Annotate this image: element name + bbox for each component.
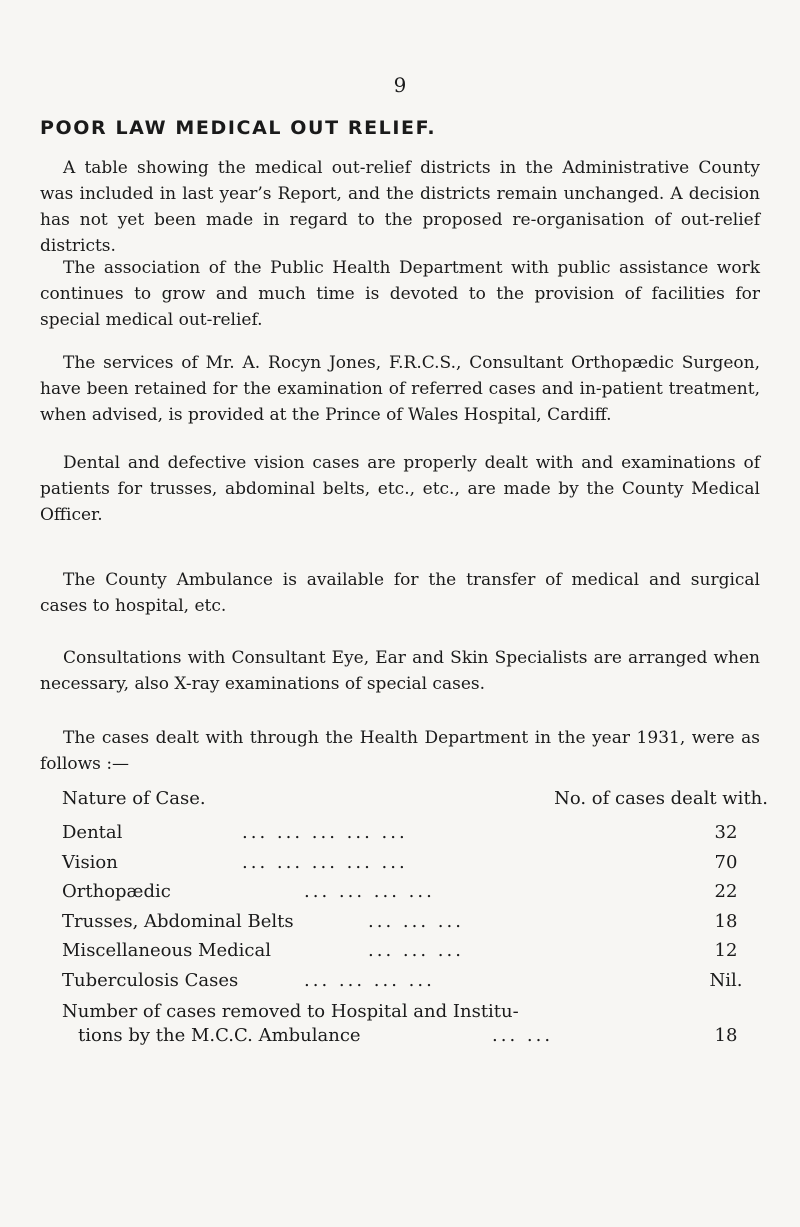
paragraph-text: A table showing the medical out-relief districts in the Administrative County was included in last year’s Report, and the districts remain unchanged. A decision has not yet been made in regard to the proposed re-organisation of out-relief districts. <box>40 158 760 256</box>
row-label: Trusses, Abdominal Belts <box>62 910 294 932</box>
row-leader-dots: ... ... ... ... ... <box>242 851 408 873</box>
row-value: Nil. <box>709 969 743 991</box>
row-value: 22 <box>714 881 738 902</box>
row-label: Miscellaneous Medical <box>62 940 271 961</box>
row-leader-dots: ... ... ... ... ... <box>242 822 408 843</box>
row-label-line1: Number of cases removed to Hospital and Institu- <box>62 1001 519 1022</box>
paragraph-text: Consultations with Consultant Eye, Ear and Skin Specialists are arranged when necessary, also X-ray examinations of special cases. <box>40 648 760 694</box>
row-label: Vision <box>62 851 118 873</box>
paragraph-ambulance <box>40 567 760 619</box>
paragraph-orthopaedic-surgeon <box>40 350 760 428</box>
row-leader-dots: ... ... ... <box>368 940 464 961</box>
table-row <box>62 911 762 941</box>
paragraph-text: The services of Mr. A. Rocyn Jones, F.R.C.S., Consultant Orthopædic Surgeon, have been retained for the examination of referred cases and in-patient treatment, when advised, is provided at the Prince of Wales Hospital, Cardiff. <box>40 353 760 425</box>
table-row <box>62 881 762 911</box>
row-value: 12 <box>714 940 738 961</box>
header-nature-of-case: Nature of Case. <box>62 788 206 809</box>
paragraph-text: The cases dealt with through the Health Department in the year 1931, were as follows :— <box>40 728 760 774</box>
table-row <box>62 970 762 1000</box>
paragraph-public-assistance <box>40 255 760 333</box>
table-row <box>62 822 762 852</box>
row-label: Tuberculosis Cases <box>62 969 239 991</box>
row-value: 70 <box>714 851 738 873</box>
paragraph-text: The association of the Public Health Department with public assistance work continues to grow and much time is devoted to the provision of facilities for special medical out-relief. <box>40 258 760 330</box>
row-leader-dots: ... ... <box>492 1025 554 1046</box>
header-number-of-cases: No. of cases dealt with. <box>554 788 768 809</box>
row-leader-dots: ... ... ... ... <box>304 881 435 902</box>
page-number: 9 <box>393 73 407 97</box>
table-row-ambulance-removals <box>62 1001 762 1061</box>
row-label: Orthopædic <box>62 881 171 902</box>
cases-table <box>62 788 768 1061</box>
row-value: 32 <box>714 822 738 843</box>
row-label-line2: tions by the M.C.C. Ambulance <box>78 1025 361 1046</box>
section-heading: POOR LAW MEDICAL OUT RELIEF. <box>40 117 437 139</box>
row-label: Dental <box>62 822 123 843</box>
row-value: 18 <box>714 1025 738 1046</box>
table-row <box>62 940 762 970</box>
paragraph-dental-vision <box>40 450 760 528</box>
table-header <box>62 788 768 822</box>
row-leader-dots: ... ... ... ... <box>304 969 435 991</box>
row-leader-dots: ... ... ... <box>368 910 464 932</box>
paragraph-text: The County Ambulance is available for the transfer of medical and surgical cases to hospital, etc. <box>40 570 760 616</box>
row-value: 18 <box>714 910 738 932</box>
paragraph-cases-intro <box>40 725 760 777</box>
paragraph-out-relief-districts <box>40 155 760 259</box>
paragraph-consultations <box>40 645 760 697</box>
paragraph-text: Dental and defective vision cases are properly dealt with and examinations of patients for trusses, abdominal belts, etc., etc., are made by the County Medical Officer. <box>40 453 760 525</box>
table-row <box>62 852 762 882</box>
